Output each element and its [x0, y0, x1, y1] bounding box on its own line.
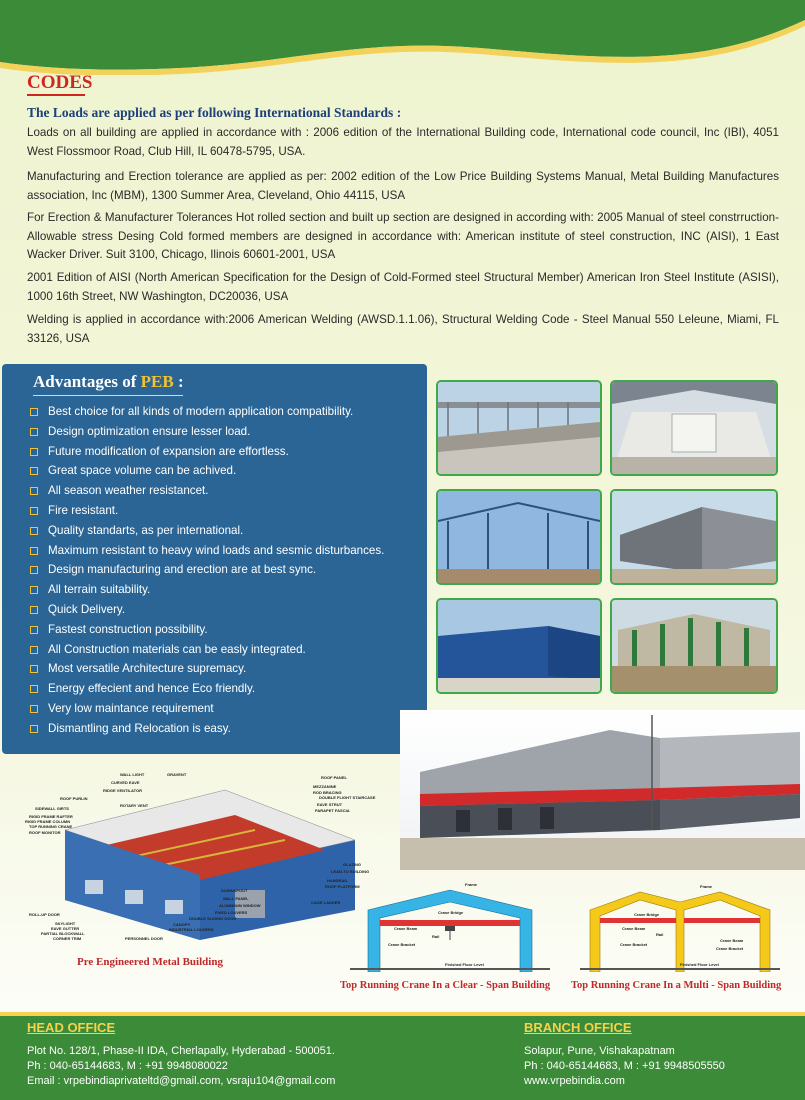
svg-text:Finished Floor Level: Finished Floor Level [680, 962, 719, 967]
svg-text:Crane Beam: Crane Beam [720, 938, 744, 943]
advantage-item: Energy effecient and hence Eco friendly. [30, 679, 384, 699]
codes-title: CODES [27, 72, 93, 93]
svg-text:Crane Bridge: Crane Bridge [634, 912, 660, 917]
svg-text:WALL PANEL: WALL PANEL [223, 896, 249, 901]
svg-text:Crane Bracket: Crane Bracket [388, 942, 416, 947]
svg-text:MEZZANINE: MEZZANINE [313, 784, 337, 789]
multi-span-crane-diagram [580, 880, 780, 972]
advantages-title-suffix: : [177, 372, 184, 391]
svg-text:ROOF PLATFORM: ROOF PLATFORM [325, 884, 360, 889]
advantage-item: Fastest construction possibility. [30, 620, 384, 640]
multi-span-caption: Top Running Crane In a Multi - Span Building [571, 980, 782, 991]
svg-text:RIGID FRAME RAFTER: RIGID FRAME RAFTER [29, 814, 73, 819]
photo-steel-structure [436, 489, 602, 585]
head-office-email: Email : vrpebindiaprivateltd@gmail.com, vsraju104@gmail.com [27, 1075, 336, 1087]
svg-text:Finished Floor Level: Finished Floor Level [445, 962, 484, 967]
svg-text:ROOF MONITOR: ROOF MONITOR [29, 830, 61, 835]
svg-text:DOUBLE SLIDING DOOR: DOUBLE SLIDING DOOR [189, 916, 237, 921]
svg-text:Crane Beam: Crane Beam [622, 926, 646, 931]
svg-text:GRAVENT: GRAVENT [167, 772, 187, 777]
advantage-item: Best choice for all kinds of modern application compatibility. [30, 402, 384, 422]
svg-text:RIDGE VENTILATOR: RIDGE VENTILATOR [103, 788, 142, 793]
svg-text:PERSONNEL DOOR: PERSONNEL DOOR [125, 936, 163, 941]
branch-office-title: BRANCH OFFICE [524, 1020, 632, 1035]
advantage-item: Design manufacturing and erection are at best sync. [30, 560, 384, 580]
svg-text:INDUSTRIAL LOUVERS: INDUSTRIAL LOUVERS [169, 927, 214, 932]
head-office-phone: Ph : 040-65144683, M : +91 9948080022 [27, 1060, 228, 1072]
photo-large-warehouse [400, 710, 805, 870]
advantages-title-prefix: Advantages of [33, 372, 137, 391]
branch-office-phone: Ph : 040-65144683, M : +91 9948505550 [524, 1060, 725, 1072]
svg-text:CURVED EAVE: CURVED EAVE [111, 780, 140, 785]
svg-text:LEAN-TO BUILDING: LEAN-TO BUILDING [331, 869, 370, 874]
svg-text:EAVE GUTTER: EAVE GUTTER [51, 926, 80, 931]
pre-engineered-building-diagram [25, 770, 380, 950]
diagram-caption: Pre Engineered Metal Building [77, 956, 223, 968]
advantages-title [33, 372, 184, 392]
photo-building-interior [610, 380, 778, 476]
advantage-item: Quick Delivery. [30, 600, 384, 620]
svg-text:ROOF PURLIN: ROOF PURLIN [60, 796, 88, 801]
svg-text:DOUBLE FLIGHT STAIRCASE: DOUBLE FLIGHT STAIRCASE [319, 795, 376, 800]
head-office-address: Plot No. 128/1, Phase-II IDA, Cherlapally, Hyderabad - 500051. [27, 1045, 335, 1057]
codes-paragraph: Loads on all building are applied in accordance with : 2006 edition of the International Building code, International code council, Inc (IBI), 4051 West Flossmoor Road, Club Hill, IL 60478-5795, USA. [27, 126, 779, 158]
advantage-item: All terrain suitability. [30, 580, 384, 600]
svg-text:Crane Bridge: Crane Bridge [438, 910, 464, 915]
header-wave [0, 0, 805, 75]
codes-paragraph: Manufacturing and Erection tolerance are applied as per: 2002 edition of the Low Price Building Systems Manual, Metal Building Manufactures association, Inc (MBM), 1300 Summer Area, Cleveland, Ohio 44115, USA [27, 170, 779, 202]
svg-text:ROD BRACING: ROD BRACING [313, 790, 342, 795]
footer-stripe [0, 1012, 805, 1016]
advantage-item: All Construction materials can be easly integrated. [30, 640, 384, 660]
advantage-item: Design optimization ensure lesser load. [30, 422, 384, 442]
svg-text:Rail: Rail [656, 932, 664, 937]
svg-text:GLAZING: GLAZING [343, 862, 361, 867]
branch-office-cities: Solapur, Pune, Vishakapatnam [524, 1045, 675, 1057]
advantages-panel [2, 364, 427, 754]
photo-clad-building [610, 489, 778, 585]
photo-green-trim-building [610, 598, 778, 694]
head-office-title: HEAD OFFICE [27, 1020, 116, 1035]
photo-building-frame-construction [436, 380, 602, 476]
svg-text:WALL LIGHT: WALL LIGHT [120, 772, 145, 777]
clear-span-crane-diagram [350, 880, 550, 972]
svg-text:ALUMINIUM WINDOW: ALUMINIUM WINDOW [219, 903, 261, 908]
svg-text:RIGID FRAME COLUMN: RIGID FRAME COLUMN [25, 819, 71, 824]
svg-text:HANDRAIL: HANDRAIL [327, 878, 348, 883]
advantage-item: Very low maintance requirement [30, 699, 384, 719]
photo-blue-building [436, 598, 602, 694]
svg-text:CORNER TRIM: CORNER TRIM [53, 936, 82, 941]
advantages-title-accent: PEB [140, 372, 174, 391]
clear-span-caption: Top Running Crane In a Clear - Span Building [340, 980, 551, 991]
advantage-item: Most versatile Architecture supremacy. [30, 659, 384, 679]
advantage-item: Dismantling and Relocation is easy. [30, 719, 384, 739]
svg-text:ROTARY VENT: ROTARY VENT [120, 803, 149, 808]
svg-text:PARTIAL BLOCKWALL: PARTIAL BLOCKWALL [41, 931, 85, 936]
svg-text:PARAPET FASCIA: PARAPET FASCIA [315, 808, 350, 813]
codes-paragraph: For Erection & Manufacturer Tolerances Hot rolled section and built up section are designed in according with: 2005 Manual of steel constrruction-Allowable stress Desing Cold formed members are designed in accordance with: American institute of steel construction, INC (AISI), 1 East Wacker Driver. Suit 3100, Chicago, Ilinois 60601-2001, USA [27, 211, 779, 261]
advantage-item: Great space volume can be achived. [30, 461, 384, 481]
advantages-list [30, 402, 384, 739]
svg-text:TOP RUNNING CRANE: TOP RUNNING CRANE [29, 824, 73, 829]
svg-text:SIDEWALL GIRTS: SIDEWALL GIRTS [35, 806, 69, 811]
svg-text:SKYLIGHT: SKYLIGHT [55, 921, 76, 926]
advantage-item: Quality standarts, as per international. [30, 521, 384, 541]
advantage-item: All season weather resistancet. [30, 481, 384, 501]
advantage-item: Fire resistant. [30, 501, 384, 521]
codes-paragraph: 2001 Edition of AISI (North American Specification for the Design of Cold-Formed steel Structural Member) American Iron Steel Institute (ASISI), 1000 16th Street, NW Washington, DC20036, USA [27, 271, 779, 303]
svg-text:ROOF PANEL: ROOF PANEL [321, 775, 347, 780]
svg-text:CANOPY: CANOPY [173, 922, 191, 927]
advantages-underline [33, 395, 183, 396]
svg-text:CAGE LADDER: CAGE LADDER [311, 900, 341, 905]
svg-text:FIXED LOUVERS: FIXED LOUVERS [215, 910, 248, 915]
branch-office-website[interactable]: www.vrpebindia.com [524, 1075, 625, 1087]
svg-text:Crane Bracket: Crane Bracket [620, 942, 648, 947]
svg-text:Frame: Frame [700, 884, 713, 889]
advantage-item: Future modification of expansion are effortless. [30, 442, 384, 462]
codes-underline [27, 94, 85, 96]
svg-text:EAVE STRUT: EAVE STRUT [317, 802, 343, 807]
codes-heading: The Loads are applied as per following International Standards : [27, 105, 402, 120]
svg-text:ROLL-UP DOOR: ROLL-UP DOOR [29, 912, 60, 917]
svg-text:DOWNSPOUT: DOWNSPOUT [221, 888, 248, 893]
svg-text:Rail: Rail [432, 934, 440, 939]
svg-text:Crane Beam: Crane Beam [394, 926, 418, 931]
advantage-item: Maximum resistant to heavy wind loads and sesmic disturbances. [30, 541, 384, 561]
svg-text:Crane Bracket: Crane Bracket [716, 946, 744, 951]
svg-text:Frame: Frame [465, 882, 478, 887]
codes-paragraph: Welding is applied in accordance with:2006 American Welding (AWSD.1.1.06), Structural Welding Code - Steel Manual 550 Leleune, Miami, FL 33126, USA [27, 313, 779, 345]
